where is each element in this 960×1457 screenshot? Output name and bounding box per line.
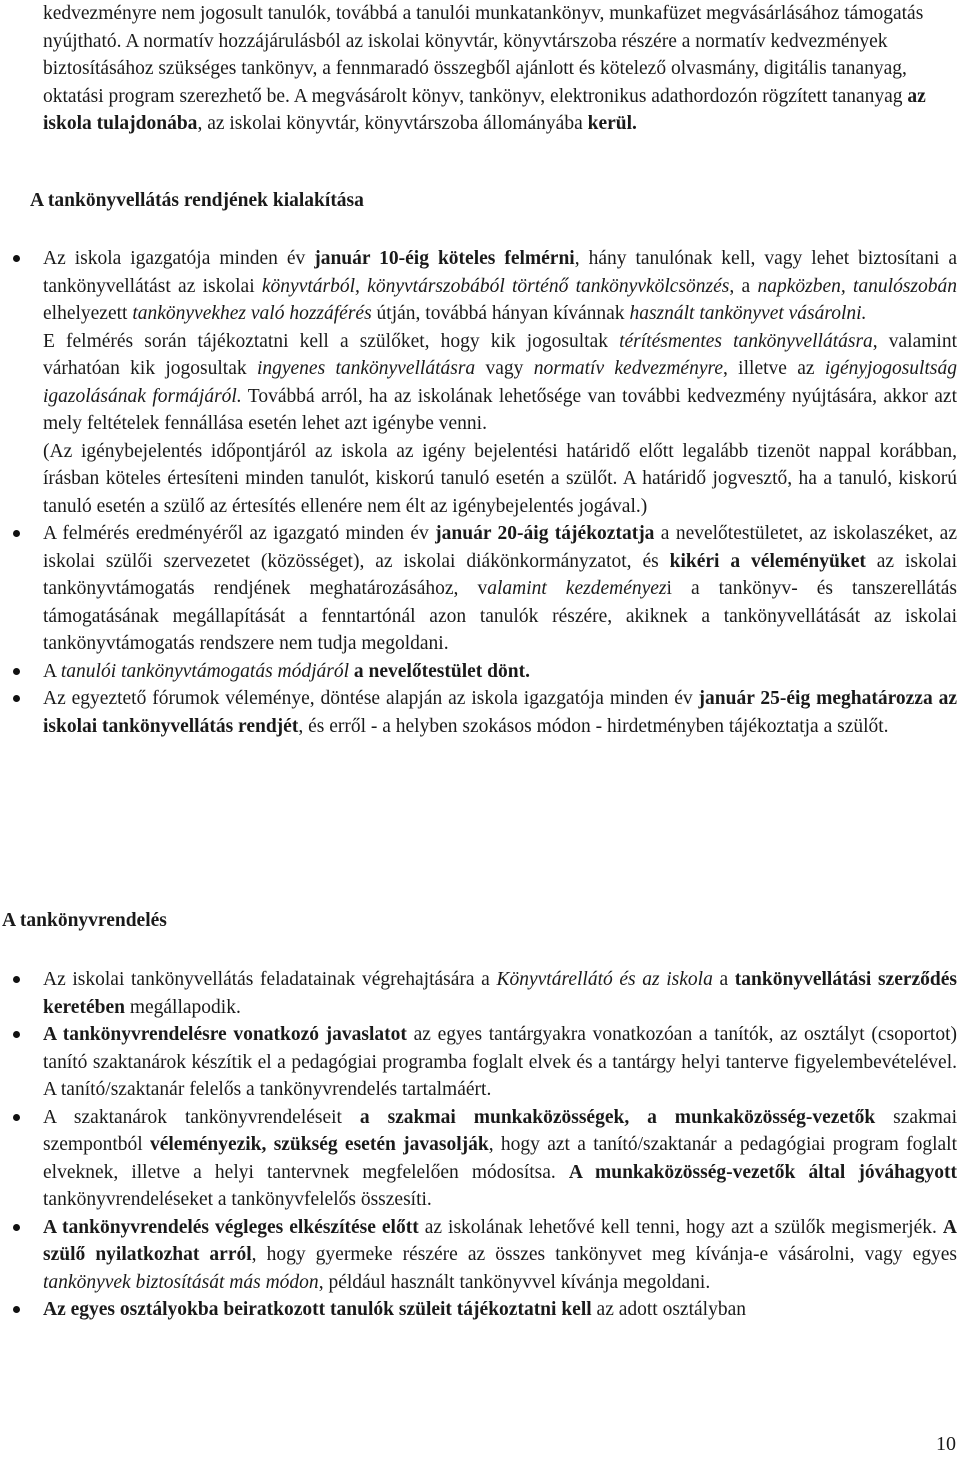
s2-item2-paragraph: A tankönyvrendelésre vonatkozó javaslatot az egyes tantárgyakra vonatkozóan a tanítók, az osztályt (csoportot) tanító szaktanárok készítik el a pedagógiai programba foglalt elvek és a tantárgy helyi tanterve figyelembevételével. A tanító/szaktanár felelős a tankönyvrendelés tartalmáért. [43, 1024, 957, 1100]
bullet-icon [13, 976, 20, 983]
section2-bullet-list [0, 966, 960, 1324]
list-item [0, 658, 960, 686]
bullet-icon [13, 695, 20, 702]
item1-paragraph1: Az iskola igazgatója minden év január 10-éig köteles felmérni, hány tanulónak kell, vagy lehet biztosítani a tankönyvellátást az iskolai könyvtárból, könyvtárszobából történő tankönyvkölcsönzés, a napközben, tanulószobán elhelyezett tankönyvekhez való hozzáférés útján, továbbá hányan kívánnak használt tankönyvet vásárolni. [43, 248, 958, 324]
bullet-icon [13, 1114, 20, 1121]
list-item [0, 1296, 960, 1324]
s2-item1-paragraph: Az iskolai tankönyvellátás feladatainak végrehajtására a Könyvtárellátó és az iskola a tankönyvellátási szerződés keretében megállapodik. [43, 969, 958, 1018]
s2-item3-paragraph: A szaktanárok tankönyvrendeléseit a szakmai munkaközösségek, a munkaközösség-vezetők szakmai szempontból véleményezik, szükség esetén javasolják, hogy azt a tanító/szaktanár a pedagógiai program foglalt elveknek, illetve a helyi tantervnek megfelelően módosítsa. A munkaközösség-vezetők által jóváhagyott tankönyvrendeléseket a tankönyvfelelős összesíti. [43, 1106, 958, 1210]
item3-paragraph: A tanulói tankönyvtámogatás módjáról a nevelőtestület dönt. [43, 660, 530, 682]
item4-paragraph: Az egyeztető fórumok véleménye, döntése alapján az iskola igazgatója minden év január 25-éig meghatározza az iskolai tankönyvellátás rendjét, és erről - a helyben szokásos módon - hirdetményben tájékoztatja a szülőt. [43, 688, 957, 737]
s2-item4-paragraph: A tankönyvrendelés végleges elkészítése előtt az iskolának lehetővé kell tenni, hogy azt a szülők megismerjék. A szülő nyilatkozhat arról, hogy gyermeke részére az összes tankönyvet meg kívánja-e vásárolni, vagy egyes tankönyvek biztosítását más módon, például használt tankönyvvel kívánja megoldani. [43, 1216, 957, 1293]
bullet-icon [13, 1224, 20, 1231]
section-title-tankonyvrendeles: A tankönyvrendelés [2, 910, 167, 931]
list-item [0, 245, 960, 520]
bullet-icon [13, 255, 20, 262]
list-item [0, 685, 960, 740]
list-item [0, 1104, 960, 1214]
bullet-icon [13, 1031, 20, 1038]
item2-paragraph: A felmérés eredményéről az igazgató minden év január 20-áig tájékoztatja a nevelőtestületet, az iskolaszéket, az iskolai szülői szervezetet (közösséget), az iskolai diákönkormányzatot, és kikéri a véleményüket az iskolai tankönyvtámogatás rendjének meghatározásához, valamint kezdeményezi a tankönyv- és tanszerellátás támogatásának megállapítását a fenntartónál azon tanulók részére, akiknek a tankönyvellátását az iskolai tankönyvtámogatás rendszere nem tudja megoldani. [43, 523, 957, 654]
item1-paragraph3: (Az igénybejelentés időpontjáról az iskola az igény bejelentési határidő előtt legalább tizenöt nappal korábban, írásban köteles értesíteni minden tanulót, kiskorú tanuló esetén a szülőt. A határidő jogvesztő, ha a tanuló, kiskorú tanuló esetén a szülő az értesítés ellenére nem élt az igénybejelentés jogával.) [43, 440, 957, 517]
bullet-icon [13, 1306, 20, 1313]
s2-item5-paragraph: Az egyes osztályokba beiratkozott tanulók szüleit tájékoztatni kell az adott osztályban [43, 1299, 746, 1320]
intro-paragraph [43, 0, 943, 138]
list-item [0, 1021, 960, 1104]
intro-text: kedvezményre nem jogosult tanulók, továbbá a tanulói munkatankönyv, munkafüzet megvásárlásához támogatás nyújtható. A normatív hozzájárulásból az iskolai könyvtár, könyvtárszoba részére a normatív kedvezmények biztosításához szükséges tankönyv, a fennmaradó összegből ajánlott és kötelező olvasmány, digitális tananyag, oktatási program szerezhető be. A megvásárolt könyv, tankönyv, elektronikus adathordozón rögzített tananyag az iskola tulajdonába, az iskolai könyvtár, könyvtárszoba állományába kerül. [43, 3, 926, 134]
section1-bullet-list [0, 245, 960, 740]
bullet-icon [13, 668, 20, 675]
list-item [0, 966, 960, 1021]
bullet-icon [13, 530, 20, 537]
item1-paragraph2: E felmérés során tájékoztatni kell a szülőket, hogy kik jogosultak térítésmentes tankönyvellátásra, valamint várhatóan kik jogosultak ingyenes tankönyvellátásra vagy normatív kedvezményre, illetve az igényjogosultság igazolásának formájáról. Továbbá arról, ha az iskolának lehetősége van további kedvezmény nyújtására, akkor azt mely feltételek fennállása esetén lehet azt igénybe venni. [43, 330, 957, 434]
list-item [0, 1214, 960, 1297]
page-number: 10 [936, 1433, 956, 1455]
list-item [0, 520, 960, 658]
section-title-tankonyvellatas: A tankönyvellátás rendjének kialakítása [30, 190, 364, 211]
